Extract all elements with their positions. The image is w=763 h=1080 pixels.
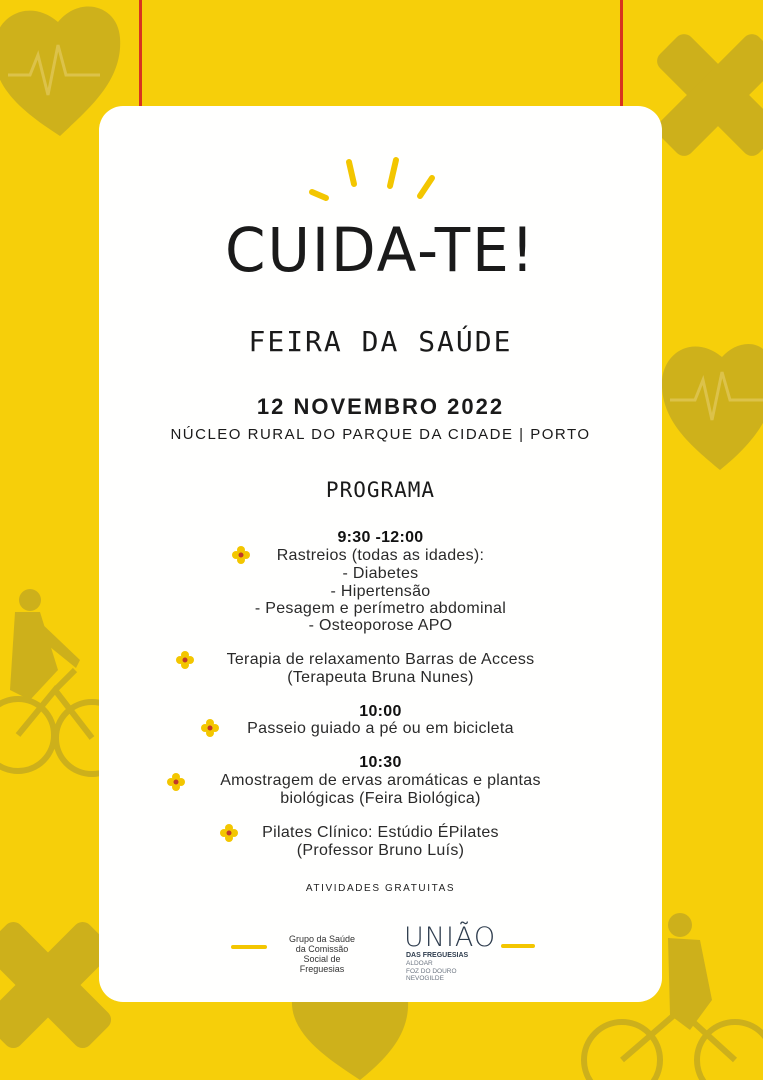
- program-item: (Professor Bruno Luís): [296, 842, 465, 859]
- heart-icon: [662, 344, 763, 470]
- program-item: (Terapeuta Bruna Nunes): [287, 669, 474, 686]
- decorative-dash: [231, 945, 267, 949]
- decorative-dash: [501, 944, 535, 948]
- event-date: 12 NOVEMBRO 2022: [256, 394, 505, 419]
- program-item: Terapia de relaxamento Barras de Access: [226, 651, 535, 668]
- program-item: Pilates Clínico: Estúdio ÉPilates: [262, 824, 499, 841]
- free-activities-note: ATIVIDADES GRATUITAS: [305, 883, 456, 894]
- program-item: biológicas (Feira Biológica): [280, 790, 481, 807]
- program-sub-item: - Pesagem e perímetro abdominal: [254, 600, 507, 617]
- program-item: Amostragem de ervas aromáticas e plantas: [220, 772, 541, 789]
- health-group-label: Grupo da Saúde da Comissão Social de Freguesias: [288, 934, 356, 974]
- poster-title: CUIDA-TE!: [224, 214, 537, 286]
- program-sub-item: - Osteoporose APO: [308, 617, 453, 634]
- program-sub-item: - Hipertensão: [330, 583, 431, 600]
- sparkle-icon: [304, 154, 444, 206]
- schedule-time: 10:30: [359, 754, 402, 771]
- event-venue: NÚCLEO RURAL DO PARQUE DA CIDADE | PORTO: [170, 426, 591, 443]
- uniao-freguesias-logo: UNIÃO DAS FREGUESIAS ALDOAR FOZ DO DOURO NEVOGILDE: [404, 922, 497, 982]
- program-heading: PROGRAMA: [325, 478, 436, 502]
- poster-subtitle: FEIRA DA SAÚDE: [248, 325, 513, 358]
- program-sub-item: - Diabetes: [342, 565, 419, 582]
- program-item: Rastreios (todas as idades):: [276, 547, 485, 564]
- poster-card: [99, 106, 662, 1002]
- program-item: Passeio guiado a pé ou em bicicleta: [247, 720, 514, 737]
- schedule-time: 9:30 -12:00: [337, 529, 424, 546]
- schedule-time: 10:00: [359, 703, 402, 720]
